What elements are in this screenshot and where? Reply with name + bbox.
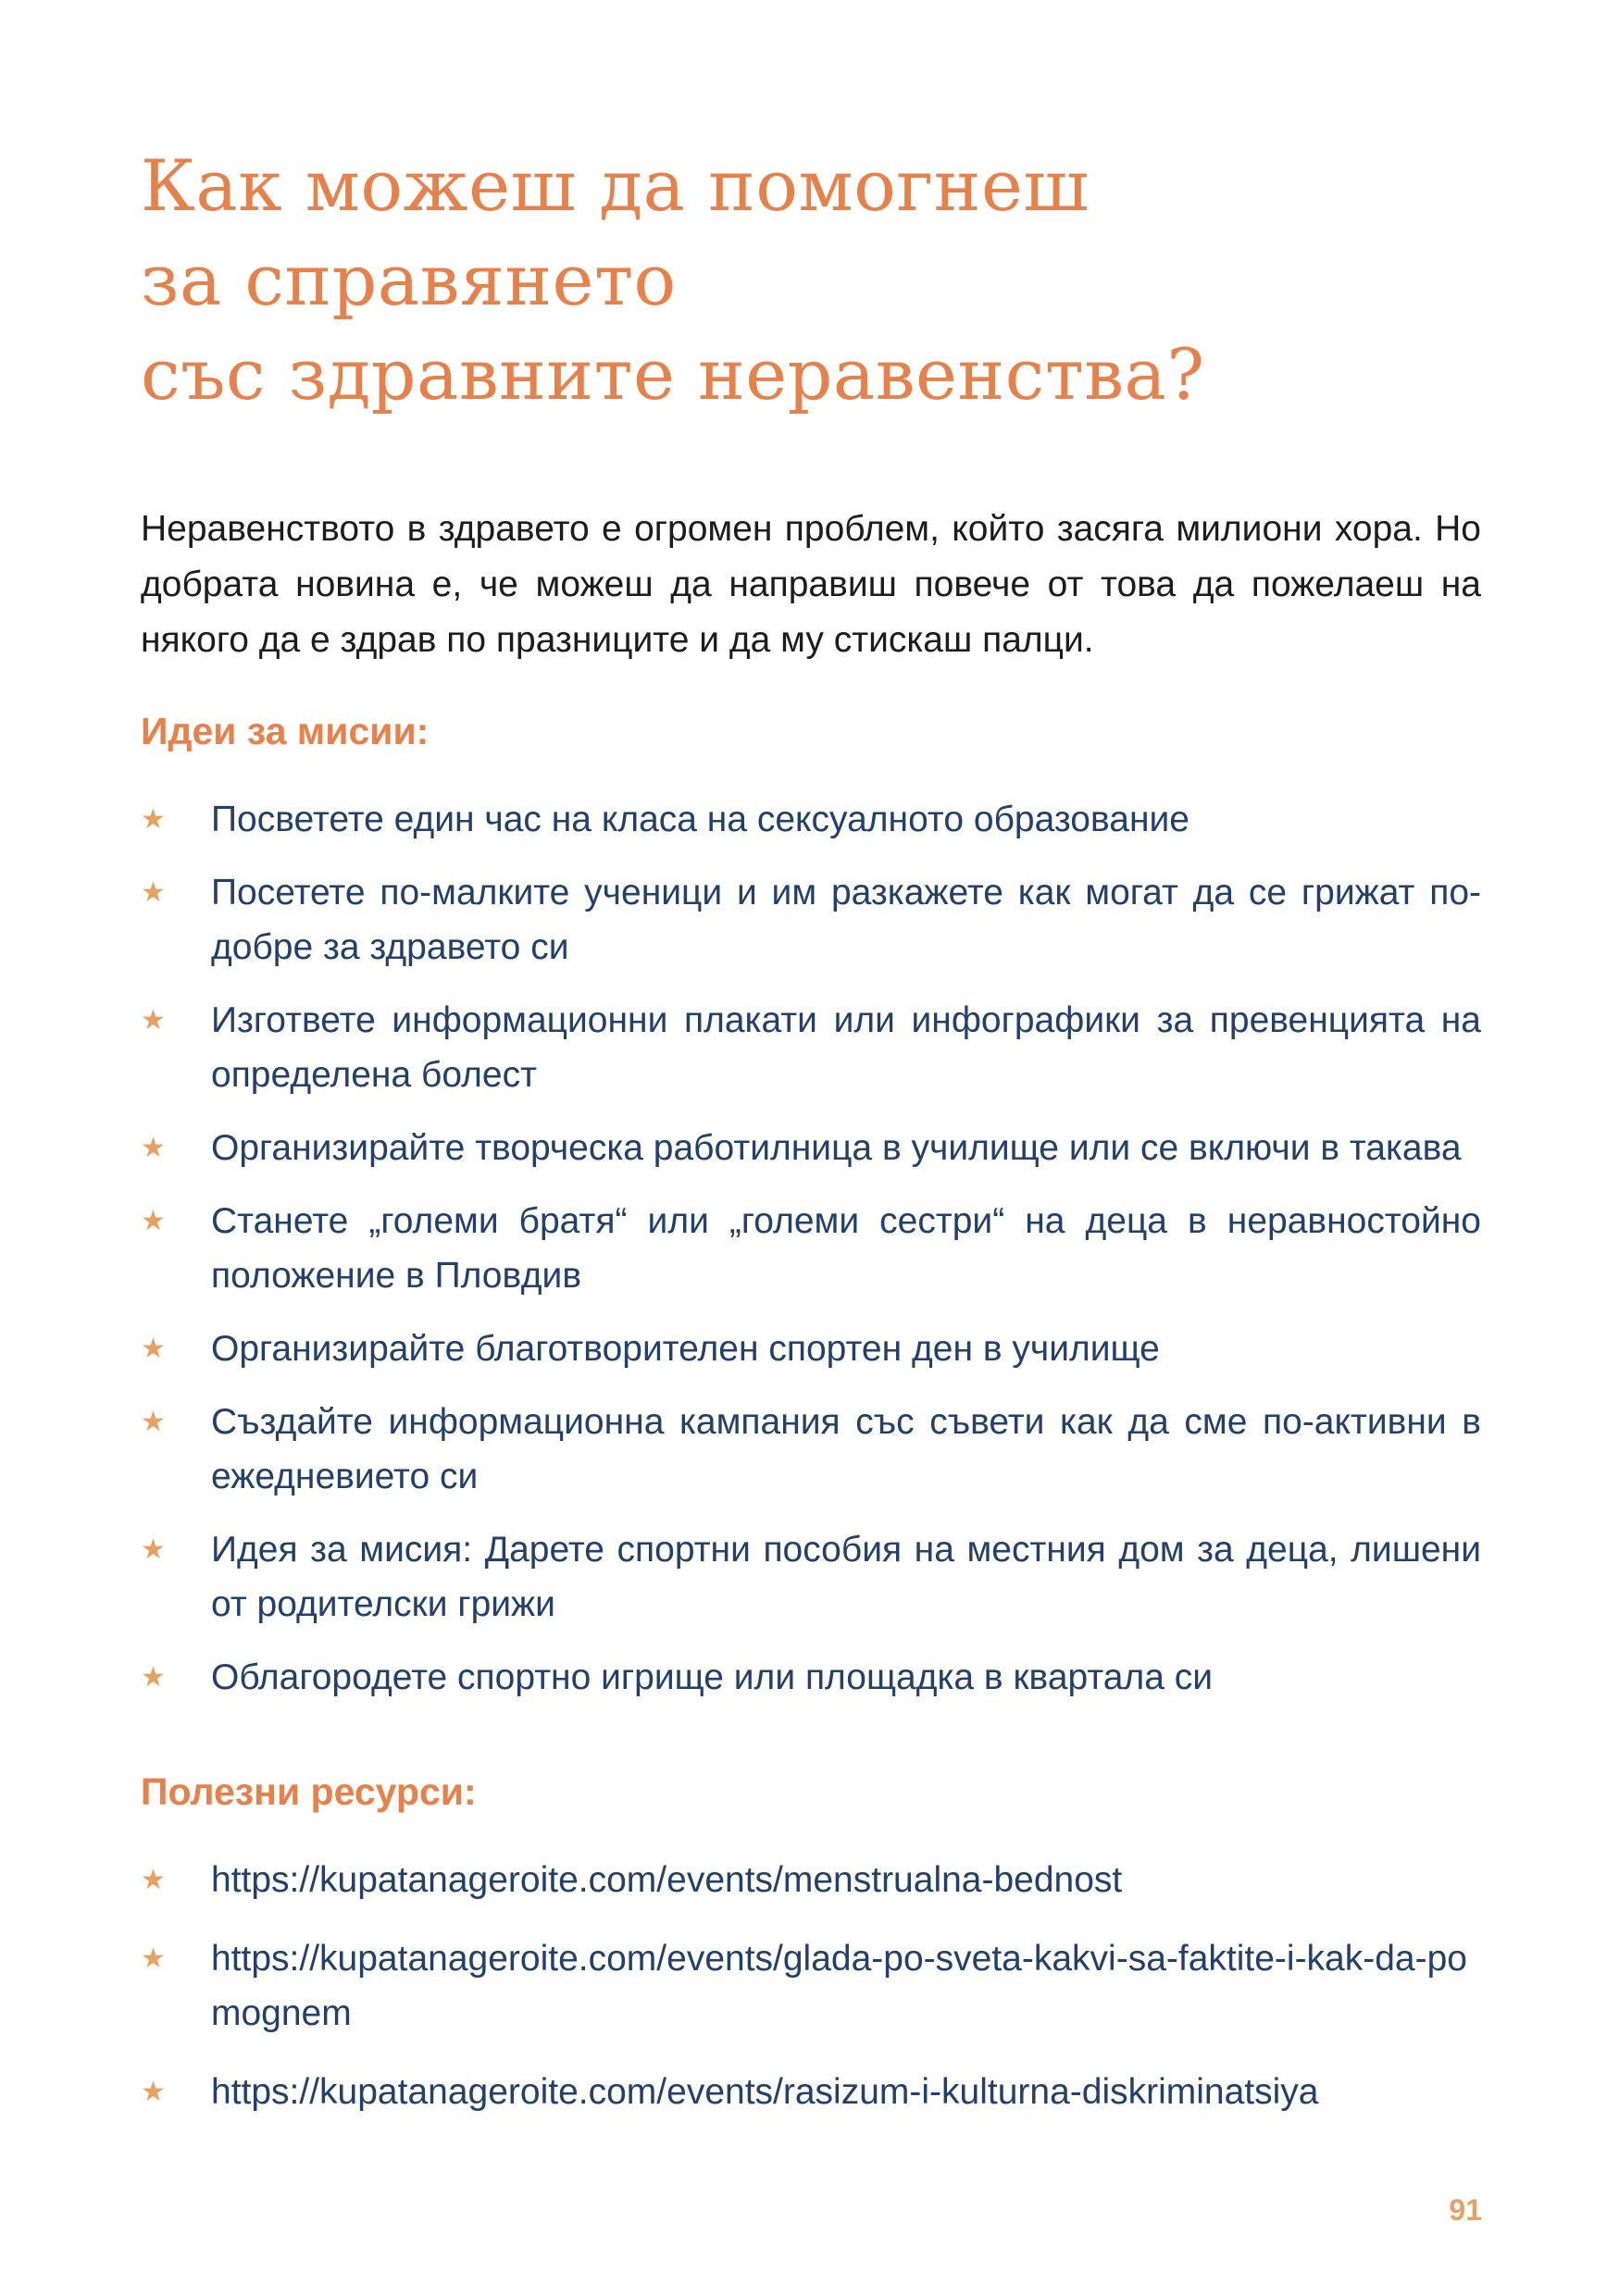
- list-item: [141, 1931, 1481, 2041]
- list-item: [141, 1322, 1481, 1376]
- mission-text: Станете „големи братя“ или „големи сестри“ на деца в неравностойно положение в Пловдив: [211, 1201, 1481, 1296]
- mission-text: Идея за мисия: Дарете спортни пособия на местния дом за деца, лишени от родителски грижи: [211, 1530, 1481, 1624]
- list-item: [141, 792, 1481, 847]
- star-icon: ★: [141, 1864, 166, 1896]
- page-title: [141, 139, 1481, 422]
- missions-heading: Идеи за мисии:: [141, 710, 430, 752]
- mission-text: Изгответе информационни плакати или инфографики за превенцията на определена болест: [211, 1000, 1481, 1095]
- title-line-1: Как можеш да помогнеш: [141, 144, 1090, 227]
- list-item: [141, 1853, 1481, 1907]
- mission-text: Създайте информационна кампания със съвети как да сме по-активни в ежедневието си: [211, 1402, 1481, 1496]
- mission-text: Организирайте творческа работилница в училище или се включи в такава: [211, 1128, 1462, 1168]
- star-icon: ★: [141, 1533, 166, 1566]
- star-icon: ★: [141, 1004, 166, 1036]
- star-icon: ★: [141, 1132, 166, 1164]
- list-item: [141, 1650, 1481, 1705]
- missions-list: [141, 792, 1481, 1705]
- star-icon: ★: [141, 1333, 166, 1365]
- list-item: [141, 1522, 1481, 1632]
- resource-link[interactable]: https://kupatanageroite.com/events/rasizum-i-kulturna-diskriminatsiya: [211, 2072, 1319, 2112]
- list-item: [141, 865, 1481, 974]
- star-icon: ★: [141, 1205, 166, 1237]
- intro-paragraph: Неравенството в здравето е огромен проблем, който засяга милиони хора. Но добрата новина е, че можеш да направиш повече от това да пожелаеш на някого да е здрав по празниците и да му стискаш палци.: [141, 509, 1481, 660]
- star-icon: ★: [141, 1661, 166, 1694]
- mission-text: Посветете един час на класа на сексуалното образование: [211, 800, 1189, 839]
- resources-heading: Полезни ресурси:: [141, 1770, 477, 1813]
- star-icon: ★: [141, 803, 166, 836]
- list-item: [141, 1194, 1481, 1303]
- title-line-3: със здравните неравенства?: [141, 333, 1205, 416]
- page-content: [141, 139, 1481, 2143]
- star-icon: ★: [141, 1406, 166, 1438]
- star-icon: ★: [141, 1942, 166, 1975]
- mission-text: Организирайте благотворителен спортен ден в училище: [211, 1329, 1160, 1369]
- list-item: [141, 993, 1481, 1102]
- mission-text: Посетете по-малките ученици и им разкажете как могат да се грижат по-добре за здравето си: [211, 873, 1481, 967]
- page-number: 91: [1449, 2193, 1482, 2227]
- list-item: [141, 1121, 1481, 1175]
- star-icon: ★: [141, 2076, 166, 2108]
- list-item: [141, 1395, 1481, 1504]
- resources-list: [141, 1853, 1481, 2119]
- mission-text: Облагородете спортно игрище или площадка в квартала си: [211, 1657, 1214, 1697]
- list-item: [141, 2065, 1481, 2119]
- resource-link[interactable]: https://kupatanageroite.com/events/glada-po-sveta-kakvi-sa-faktite-i-kak-da-pomognem: [211, 1939, 1467, 2033]
- title-line-2: за справянето: [141, 239, 677, 321]
- star-icon: ★: [141, 876, 166, 909]
- resource-link[interactable]: https://kupatanageroite.com/events/menstrualna-bednost: [211, 1860, 1123, 1900]
